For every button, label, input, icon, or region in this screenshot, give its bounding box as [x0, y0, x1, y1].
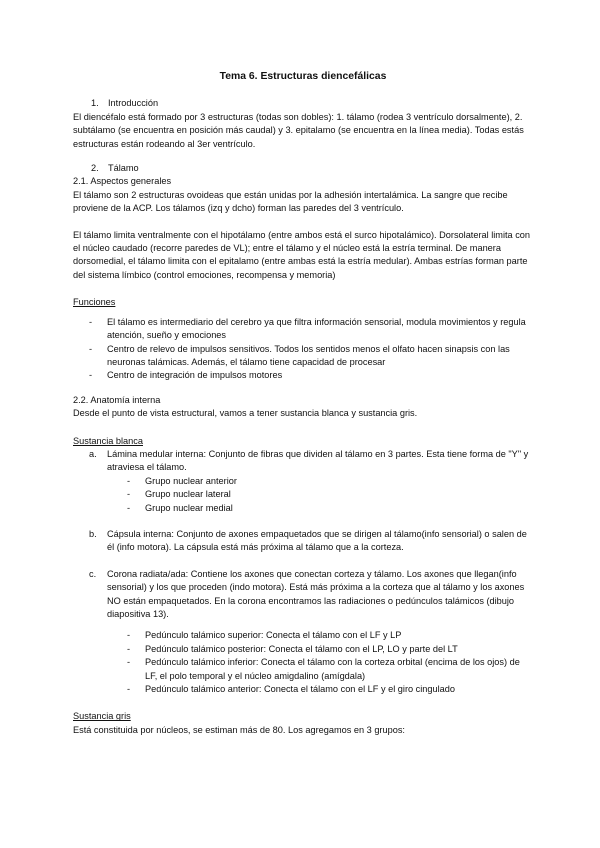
document-page [73, 70, 533, 737]
pedunculos-list [73, 629, 533, 696]
document-title: Tema 6. Estructuras diencefálicas [219, 71, 387, 82]
list-item: - Centro de integración de impulsos motores [73, 369, 533, 382]
funciones-heading: Funciones [73, 297, 116, 308]
section-heading-text: Tálamo [108, 163, 139, 174]
sustancia-gris-paragraph: Está constituida por núcleos, se estiman más de 80. Los agregamos en 3 grupos: [73, 724, 405, 735]
list-item-text: Lámina medular interna: Conjunto de fibras que dividen al tálamo en 3 partes. Esta tiene forma de "Y" y atraviesa el tálamo. [107, 448, 529, 473]
list-item: - Centro de relevo de impulsos sensitivos. Todos los sentidos menos el olfato hacen sinapsis con las neuronas talámicas. Además, el tálamo tiene capacidad de procesar [73, 343, 533, 370]
list-marker: b. [89, 528, 97, 539]
intro-paragraph: El diencéfalo está formado por 3 estructuras (todas son dobles): 1. tálamo (rodea 3 ventrículo dorsalmente), 2. subtálamo (se encuentra en posición más caudal) y 3. epitalamo (se encuentra en la línea media). Todas estás estructuras están rodeando al 3er ventrículo. [73, 111, 524, 149]
section-number: 1. [91, 98, 99, 109]
list-item-text: Corona radiata/ada: Contiene los axones que conectan corteza y tálamo. Los axones que llegan(info sensorial) y los que proceden (indo motora). Está más próxima a la corteza que al tálamo y los axones NO están empaquetados. En la corona encontramos las radiaciones o pedúnculos talámicos (dibujo diapositiva 13). [107, 568, 525, 619]
list-item: - Grupo nuclear medial [73, 502, 533, 515]
sustancia-blanca-list [73, 448, 533, 475]
list-item [73, 528, 533, 555]
grupos-nucleares-list [73, 475, 533, 515]
subsection-heading-anatomia: 2.2. Anatomía interna [73, 394, 161, 405]
section-number: 2. [91, 163, 99, 174]
section-heading-talamo [73, 162, 533, 175]
sustancia-blanca-heading: Sustancia blanca [73, 435, 143, 446]
list-item [73, 448, 533, 475]
sustancia-blanca-list-b [73, 528, 533, 555]
sustancia-blanca-list-c [73, 568, 533, 622]
aspectos-paragraph-2: El tálamo limita ventralmente con el hipotálamo (entre ambos está el surco hipotalámico). Dorsolateral limita con el núcleo caudado (recorre paredes de VL); entre el tálamo y el núcleo está la estría terminal. De manera dorsomedial, el tálamo limita con el epitalamo (entre ambas está la estría medular). Ambas estrías forman parte del sistema límbico (control emociones, recompensa y memoria) [73, 229, 531, 280]
list-item: - Pedúnculo talámico inferior: Conecta el tálamo con la corteza orbital (encima de los ojos) de LF, el polo temporal y el núcleo amigdalino (amígdala) [73, 656, 533, 683]
anatomia-paragraph: Desde el punto de vista estructural, vamos a tener sustancia blanca y sustancia gris. [73, 408, 418, 419]
list-item: - El tálamo es intermediario del cerebro ya que filtra información sensorial, modula movimientos y regula atención, sueño y emociones [73, 316, 533, 343]
list-item: - Pedúnculo talámico anterior: Conecta el tálamo con el LF y el giro cingulado [73, 683, 533, 696]
list-item: - Pedúnculo talámico posterior: Conecta el tálamo con el LP, LO y parte del LT [73, 643, 533, 656]
list-marker: a. [89, 448, 97, 459]
aspectos-paragraph-1: El tálamo son 2 estructuras ovoideas que están unidas por la adhesión intertalámica. La sangre que recibe proviene de la ACP. Los tálamos (izq y dcho) forman las paredes del 3 ventrículo. [73, 189, 508, 214]
list-marker: c. [89, 568, 97, 579]
section-heading-text: Introducción [108, 98, 159, 109]
section-heading-introduccion [73, 97, 533, 110]
list-item-text: Cápsula interna: Conjunto de axones empaquetados que se dirigen al tálamo(info sensorial) o salen de él (info motora). La cápsula está más próxima al tálamo que a la corteza. [107, 528, 527, 553]
list-item: - Grupo nuclear lateral [73, 488, 533, 501]
sustancia-gris-heading: Sustancia gris [73, 711, 131, 722]
list-item: - Grupo nuclear anterior [73, 475, 533, 488]
list-item [73, 568, 533, 622]
funciones-list [73, 316, 533, 383]
list-item: - Pedúnculo talámico superior: Conecta el tálamo con el LF y LP [73, 629, 533, 642]
subsection-heading-aspectos: 2.1. Aspectos generales [73, 176, 172, 187]
